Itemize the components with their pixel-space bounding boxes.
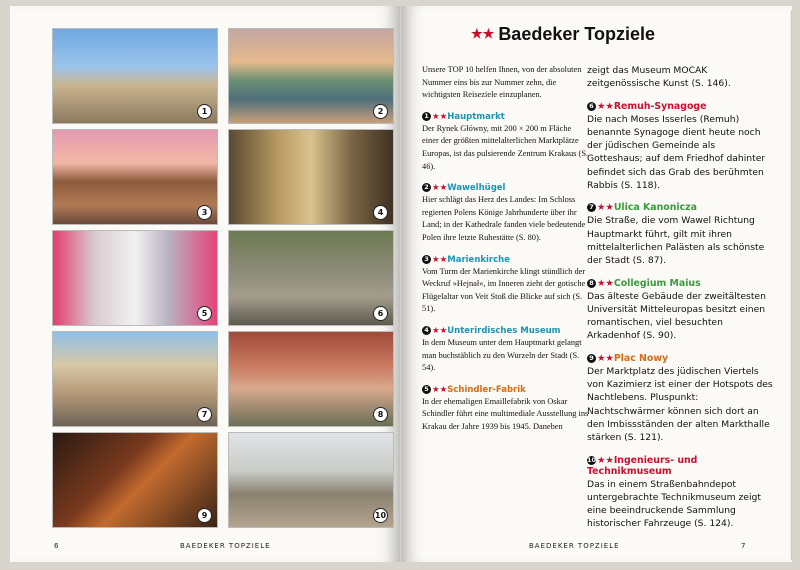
- photo-hauptmarkt: [52, 28, 218, 124]
- number-icon: 4: [422, 326, 431, 335]
- entry-text: Hier schlägt das Herz des Landes: Im Schloss regierten Polens Könige Jahrhunderte über ihr Land; in der Kathedrale fanden viele bedeutende Polen ihre letzte Ruhestätte (S. 80).: [422, 195, 586, 242]
- text-column-1: [422, 64, 590, 443]
- entry-heading: [422, 385, 590, 395]
- photo-collegium-maius: [228, 331, 394, 427]
- entry-name: Ulica Kanonicza: [613, 202, 697, 214]
- entry-plac-nowy: [587, 353, 773, 445]
- entry-name: Marienkirche: [447, 254, 510, 265]
- entry-text: Der Marktplatz des jüdischen Viertels von Kazimierz ist einer der Hotspots des Nachtlebens. Pluspunkt: Nachtschwärmer können sich dort an den Imbissständen der alten Markthalle stärken (S. 121).: [587, 365, 773, 444]
- photo-marienkirche: [52, 129, 218, 225]
- photo-underground-museum: [228, 129, 394, 225]
- entry-heading: [587, 278, 773, 289]
- entry-name: Ingenieurs- und Technikmuseum: [587, 454, 698, 477]
- stars-icon: ★★: [432, 111, 448, 122]
- entry-heading: [587, 101, 773, 112]
- entry-name: Wawelhügel: [447, 183, 506, 194]
- entry-text: In der ehemaligen Emaillefabrik von Oskar Schindler führt eine multimediale Ausstellung ins Krakau der Jahre 1939 bis 1945. Daneben: [422, 396, 589, 431]
- entry-name: Unterirdisches Museum: [447, 325, 561, 336]
- entry-collegium-maius: [587, 278, 773, 343]
- running-head: BAEDEKER TOPZIELE: [180, 542, 271, 550]
- stars-icon: ★★: [432, 384, 448, 395]
- entry-text: Der Rynek Główny, mit 200 × 200 m Fläche einer der größten mittelalterlichen Marktplätze Europas, ist das pulsierende Zentrum Krakaus (S. 46).: [422, 123, 589, 171]
- open-book: [10, 6, 792, 566]
- entry-heading: [587, 202, 773, 213]
- page-number: 6: [54, 542, 59, 550]
- page-edges: [790, 10, 792, 560]
- entry-technikmuseum: [587, 455, 773, 531]
- entry-name: Remuh-Synagoge: [613, 100, 707, 112]
- entry-schindler-fabrik: [422, 385, 590, 434]
- entry-heading: [422, 255, 590, 265]
- photo-badge: 9: [197, 508, 212, 523]
- photo-badge: 6: [373, 306, 388, 321]
- entry-name: Collegium Maius: [613, 277, 701, 289]
- number-icon: 3: [422, 255, 431, 264]
- number-icon: 2: [422, 183, 431, 192]
- entry-name: Plac Nowy: [613, 352, 669, 364]
- number-icon: 9: [587, 354, 596, 363]
- stars-icon: ★★: [432, 183, 448, 194]
- right-page: [401, 6, 792, 562]
- text-column-2: [587, 64, 773, 541]
- number-icon: 6: [587, 102, 596, 111]
- photo-schindler-factory: [52, 230, 218, 326]
- page-number: 7: [741, 542, 746, 550]
- entry-hauptmarkt: [422, 112, 590, 173]
- left-page: [10, 6, 400, 562]
- photo-wawel: [228, 28, 394, 124]
- entry-heading: [587, 455, 773, 477]
- photo-remuh-cemetery: [228, 230, 394, 326]
- entry-name: Schindler-Fabrik: [447, 384, 526, 395]
- entry-remuh-synagoge: [587, 101, 773, 193]
- photo-badge: 4: [373, 205, 388, 220]
- intro-text: Unsere TOP 10 helfen Ihnen, von der absoluten Nummer eins bis zur Nummer zehn, die wichtigsten Reiseziele einzuplanen.: [422, 65, 582, 100]
- entry-ulica-kanonicza: [587, 202, 773, 267]
- entry-text: Die nach Moses Isserles (Remuh) benannte Synagoge dient heute noch der jüdischen Gemeinde als Gotteshaus; auf dem Friedhof dahinter befindet sich das Grab des berühmten Rabbis (S. 118).: [587, 113, 766, 192]
- entry-heading: [422, 112, 590, 122]
- photo-badge: 10: [373, 508, 388, 523]
- entry-text: Das in einem Straßenbahndepot untergebrachte Technikmuseum zeigt eine beeindruckende Sammlung historischer Fahrzeuge (S. 124).: [587, 478, 761, 530]
- photo-badge: 2: [373, 104, 388, 119]
- title-stars: ★★: [471, 26, 495, 41]
- entry-text: Das älteste Gebäude der zweitältesten Universität Mitteleuropas besitzt einen romantischen, viel besuchten Arkadenhof (S. 90).: [587, 290, 766, 342]
- stars-icon: ★★: [597, 352, 614, 364]
- entry-text: In dem Museum unter dem Hauptmarkt gelangt man buchstäblich zu den Wurzeln der Stadt (S. 54).: [422, 337, 582, 373]
- stars-icon: ★★: [597, 277, 614, 289]
- photo-badge: 7: [197, 407, 212, 422]
- number-icon: 10: [587, 455, 597, 464]
- photo-technikmuseum: [228, 432, 394, 528]
- entry-unterirdisches-museum: [422, 326, 590, 375]
- entry-heading: [587, 353, 773, 364]
- stars-icon: ★★: [597, 202, 614, 214]
- entry-name: Hauptmarkt: [447, 111, 505, 122]
- photo-badge: 5: [197, 306, 212, 321]
- photo-badge: 1: [197, 104, 212, 119]
- page-title: [471, 24, 771, 45]
- number-icon: 8: [587, 279, 596, 288]
- entry-heading: [422, 326, 590, 336]
- entry-heading: [422, 183, 590, 193]
- stars-icon: ★★: [432, 254, 448, 265]
- photo-badge: 3: [197, 205, 212, 220]
- entry-text: Die Straße, die vom Wawel Richtung Hauptmarkt führt, gilt mit ihren mittelalterlichen Palästen als schönste der Stadt (S. 87).: [587, 215, 765, 267]
- number-icon: 7: [587, 203, 596, 212]
- number-icon: 1: [422, 112, 431, 121]
- photo-plac-nowy: [52, 432, 218, 528]
- stars-icon: ★★: [597, 100, 614, 112]
- entry-text: Vom Turm der Marienkirche klingt stündlich der Weckruf »Hejnał«, im Inneren zieht der gotische Flügelaltar von Veit Stoß die Blicke auf sich (S. 51).: [422, 266, 586, 314]
- entry-marienkirche: [422, 255, 590, 316]
- photo-kanonicza: [52, 331, 218, 427]
- photo-badge: 8: [373, 407, 388, 422]
- running-head: BAEDEKER TOPZIELE: [529, 542, 620, 550]
- stars-icon: ★★: [432, 325, 448, 336]
- number-icon: 5: [422, 385, 431, 394]
- entry-wawelhuegel: [422, 183, 590, 244]
- stars-icon: ★★: [597, 454, 614, 466]
- title-text: Baedeker Topziele: [498, 24, 656, 44]
- continued-text: zeigt das Museum MOCAK zeitgenössische Kunst (S. 146).: [587, 65, 731, 90]
